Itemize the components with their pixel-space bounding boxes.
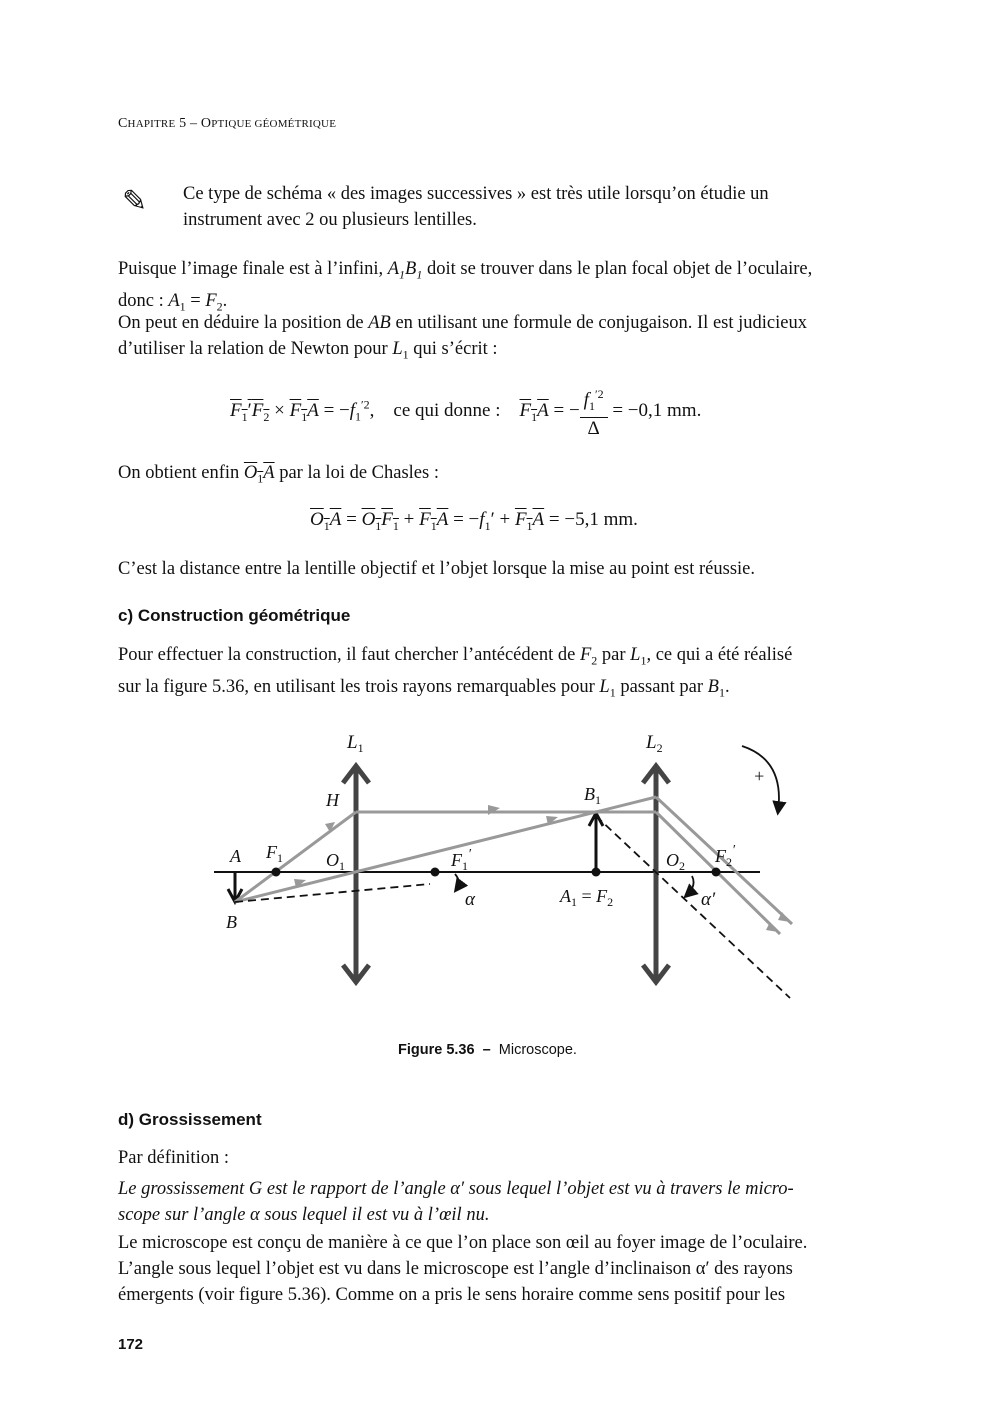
para3-a: On obtient enfin — [118, 463, 244, 483]
paragraph-3: On obtient enfin $O_1A$ par la loi de Chasles : — [118, 463, 439, 486]
header-title-rest: PTIQUE GÉOMÉTRIQUE — [211, 118, 337, 130]
section-title-d: d) Grossissement — [118, 1110, 262, 1129]
para1-c: donc : — [118, 290, 169, 311]
equation-result: = −0,1 mm. — [612, 399, 702, 421]
caption-number: Figure 5.36 — [398, 1042, 475, 1058]
section-title-c: c) Construction géométrique — [118, 606, 351, 625]
para5-d: sur la figure 5.36, en utilisant les trois rayons remarquables pour — [118, 676, 600, 697]
para3-b: par la loi de Chasles : — [274, 463, 439, 483]
paragraph-1: Puisque l’image finale est à l’infini, $A_1B_1$ doit se trouver dans le plan focal objet de l’oculaire, donc : $A_1 = F_2$. — [118, 259, 813, 314]
equation-middle-text: ce qui donne : — [393, 399, 501, 421]
label-h: H — [326, 790, 339, 810]
pencil-icon: ✎ — [122, 185, 148, 218]
para5-a: Pour effectuer la construction, il faut chercher l’antécédent de — [118, 645, 580, 665]
note-line-2: instrument avec 2 ou plusieurs lentilles. — [183, 210, 477, 230]
para5-c: , ce qui a été réalisé — [646, 645, 793, 665]
point-f1-prime — [431, 868, 440, 877]
para1-a: Puisque l’image finale est à l’infini, — [118, 259, 388, 279]
label-alpha: α — [465, 889, 475, 910]
equation-newton: $F_1'F_2 \times F_1A = -f_1^{'2}$, ce qui donne : $F_1A$ = − $\frac{f_1^{'2}}{\Delta}$ = −0,1 mm. — [230, 383, 701, 440]
para7-line-1: Le microscope est conçu de manière à ce que l’on place son œil au foyer image de l’oculaire. — [118, 1233, 808, 1253]
figure-caption — [398, 1042, 577, 1058]
label-o1: $O_1$ — [326, 850, 345, 873]
caption-separator: – — [482, 1042, 491, 1058]
para5-f: . — [724, 676, 730, 697]
page-number: 172 — [118, 1336, 144, 1353]
point-f1 — [272, 868, 281, 877]
para2-b: en utilisant une formule de conjugaison. Il est judicieux — [390, 313, 807, 333]
para5-e: passant par — [615, 676, 708, 697]
label-a: A — [230, 846, 241, 866]
header-title-initial: O — [200, 116, 212, 131]
label-l2: $L_2$ — [646, 732, 663, 755]
label-b: B — [226, 912, 237, 932]
para2-d: qui s’écrit : — [408, 339, 498, 359]
definition-line-1: Le grossissement G est le rapport de l’angle α′ sous lequel l’objet est vu à travers le micro- — [118, 1179, 794, 1199]
para7-line-2: L’angle sous lequel l’objet est vu dans le microscope est l’angle d’inclinaison α′ des rayons — [118, 1259, 793, 1279]
para1-b: doit se trouver dans le plan focal objet de l’oculaire, — [422, 259, 813, 279]
para1-d: . — [222, 290, 228, 311]
label-plus: + — [753, 766, 766, 786]
para2-c: d’utiliser la relation de Newton pour — [118, 339, 393, 359]
paragraph-4: C’est la distance entre la lentille objectif et l’objet lorsque la mise au point est réussie. — [118, 559, 756, 579]
definition-line-2: scope sur l’angle α sous lequel il est vu à l’œil nu. — [118, 1205, 490, 1225]
alpha-arc — [455, 874, 459, 890]
paragraph-7 — [118, 1230, 888, 1308]
rays — [235, 797, 792, 934]
para7-line-3: émergents (voir figure 5.36). Comme on a pris le sens horaire comme sens positif pour les — [118, 1285, 786, 1305]
paragraph-2: On peut en déduire la position de AB en utilisant une formule de conjugaison. Il est judicieux d’utiliser la relation de Newton pour $L_1$ qui s’écrit : — [118, 313, 807, 362]
header-chapter-word: HAPITRE — [127, 118, 176, 130]
caption-text: Microscope. — [498, 1042, 577, 1058]
definition — [118, 1176, 888, 1228]
label-a1-f2: $A_1 = F_2$ — [560, 886, 614, 909]
label-f2-prime: $F_2'$ — [715, 843, 736, 869]
note-line-1: Ce type de schéma « des images successives » est très utile lorsqu’on étudie un — [183, 184, 769, 204]
header-chapter-number: 5 – — [179, 116, 198, 131]
point-a1 — [592, 868, 601, 877]
paragraph-6: Par définition : — [118, 1148, 229, 1168]
label-f1-prime: $F_1'$ — [451, 847, 472, 873]
header-chapter-initial: C — [118, 116, 128, 131]
label-o2: $O_2$ — [666, 850, 685, 873]
para5-b: par — [597, 645, 631, 665]
equation-2-result: = −5,1 mm. — [548, 509, 638, 530]
label-l1: $L_1$ — [347, 732, 364, 755]
label-f1: $F_1$ — [266, 842, 283, 865]
para2-a: On peut en déduire la position de — [118, 313, 369, 333]
point-f2-prime — [712, 868, 721, 877]
equation-chasles: $O_1A = O_1F_1 + F_1A = -f_1' + F_1A = -5,1$ mm. — [310, 509, 638, 533]
paragraph-5: Pour effectuer la construction, il faut chercher l’antécédent de $F_2$ par $L_1$, ce qui a été réalisé sur la figure 5.36, en utilisant les trois rayons remarquables pour $L_1$ passant par $B_1$. — [118, 645, 793, 700]
alpha-prime-arc — [686, 876, 694, 896]
label-alpha-prime: α′ — [701, 889, 716, 910]
label-b1: $B_1$ — [584, 784, 601, 807]
